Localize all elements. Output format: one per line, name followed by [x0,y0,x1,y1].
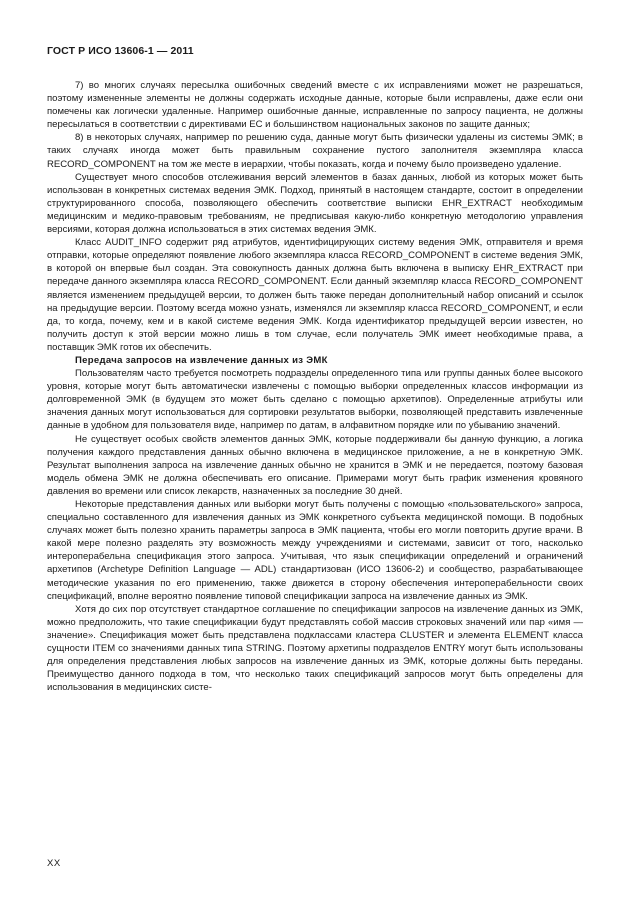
section-heading: Передача запросов на извлечение данных из ЭМК [75,354,328,366]
document-body [47,79,583,694]
body-paragraph: Не существует особых свойств элементов данных ЭМК, которые поддерживали бы данную функцию, а логика получения каждого представления данных обычно включена в медицинское приложение, а не в конкретную ЭМК. Результат выполнения запроса на извлечение данных обычно не хранится в ЭМК и не передается, поэтому базовая модель обмена ЭМК не должна обеспечивать его описание. Примерами могут быть график изменения кровяного давления во времени или список лекарств, назначенных за последние 30 дней. [47,433,583,497]
list-item-8: 8) в некоторых случаях, например по решению суда, данные могут быть физически удалены из системы ЭМК; в таких случаях иногда может быть правильным сохранение пустого заполнителя экземпляра класса RECORD_COMPONENT на том же месте в иерархии, чтобы показать, когда и почему было произведено удаление. [47,132,583,170]
document-header [47,45,194,57]
body-paragraph: Существует много способов отслеживания версий элементов в базах данных, любой из которых может быть использован в конкретных системах ведения ЭМК. Подход, принятый в настоящем стандарте, состоит в определении структурированного способа, позволяющего обеспечить соответствие выписки EHR_EXTRACT необходимым медицинским и медико-правовым требованиям, не предписывая какую-либо конкретную методологию управления версиями, которая должна использоваться в этих системах ведения ЭМК. [47,171,583,236]
body-paragraph: Хотя до сих пор отсутствует стандартное соглашение по спецификации запросов на извлечение данных из ЭМК, можно предположить, что такие спецификации будут представлять собой массив строковых значений или пар «имя — значение». Спецификация может быть представлена подклассами кластера CLUSTER и элемента ELEMENT класса сущности ITEM со значениями данных типа STRING. Поэтому архетипы подразделов ENTRY могут быть использованы для определения представления любых запросов на извлечение данных из ЭМК, которые должны быть переданы. Преимущество данного подхода в том, что несколько таких спецификаций запросов могут быть определены для использования в медицинских систе- [47,603,583,694]
page-number: XX [47,858,61,869]
body-paragraph: Некоторые представления данных или выборки могут быть получены с помощью «пользовательского» запроса, специально составленного для извлечения данных из ЭМК конкретного субъекта медицинской помощи. В подобных случаях может быть полезно хранить параметры запроса в ЭМК пациента, чтобы его могли повторить другие врачи. В какой мере полезно разделять эту возможность между учреждениями и системами, зависит от того, насколько интероперабельна спецификация этого запроса. Учитывая, что язык спецификации определений и ограничений архетипов (Archetype Definition Language — ADL) стандартизован (ИСО 13606-2) и сообщество, разрабатывающее методические указания по его применению, также движется в сторону обеспечения интероперабельности своих спецификаций, вполне вероятно появление типовой спецификации запроса на извлечение данных из ЭМК. [47,499,583,602]
body-paragraph: Класс AUDIT_INFO содержит ряд атрибутов, идентифицирующих систему ведения ЭМК, отправителя и время отправки, которые определяют появление любого экземпляра класса RECORD_COMPONENT в системе ведения ЭМК, в которой он впервые был создан. Эта совокупность данных должна быть включена в выписку EHR_EXTRACT при передаче данного экземпляра класса RECORD_COMPONENT. Если данный экземпляр класса RECORD_COMPONENT является изменением предыдущей версии, то должен быть также передан дополнительный набор описаний и ссылок на предыдущие версии. Поэтому всегда можно узнать, изменялся ли экземпляр класса RECORD_COMPONENT, и если да, то когда, почему, кем и в какой системе ведения ЭМК. Когда идентификатор предыдущей версии известен, но получить доступ к этой версии можно лишь в том случае, если получатель ЭМК имеет необходимые права, а поставщик ЭМК готов их обеспечить. [47,237,583,353]
list-item-7: 7) во многих случаях пересылка ошибочных сведений вместе с их исправлениями может не разрешаться, поэтому измененные элементы не должны содержать исходные данные, которые были исправлены, даже если они помечены как логически удаленные. Например ошибочные данные, исправленные по запросу пациента, не должны пересылаться в соответствии с директивами ЕС и большинством национальных законов по защите данных; [47,80,583,131]
body-paragraph: Пользователям часто требуется посмотреть подразделы определенного типа или группы данных более высокого уровня, которые могут быть автоматически извлечены с помощью выборки определенных классов информации из долговременной ЭМК (в будущем это может быть сделано с помощью архетипов). Определенные атрибуты или значения данных могут использоваться для сортировки результатов выборки, позволяющей представить извлеченные данные в удобном для пользователя виде, например по датам, в алфавитном порядке или по убыванию значений. [47,368,583,432]
standard-designation: ГОСТ Р ИСО 13606-1 — 2011 [47,45,194,57]
